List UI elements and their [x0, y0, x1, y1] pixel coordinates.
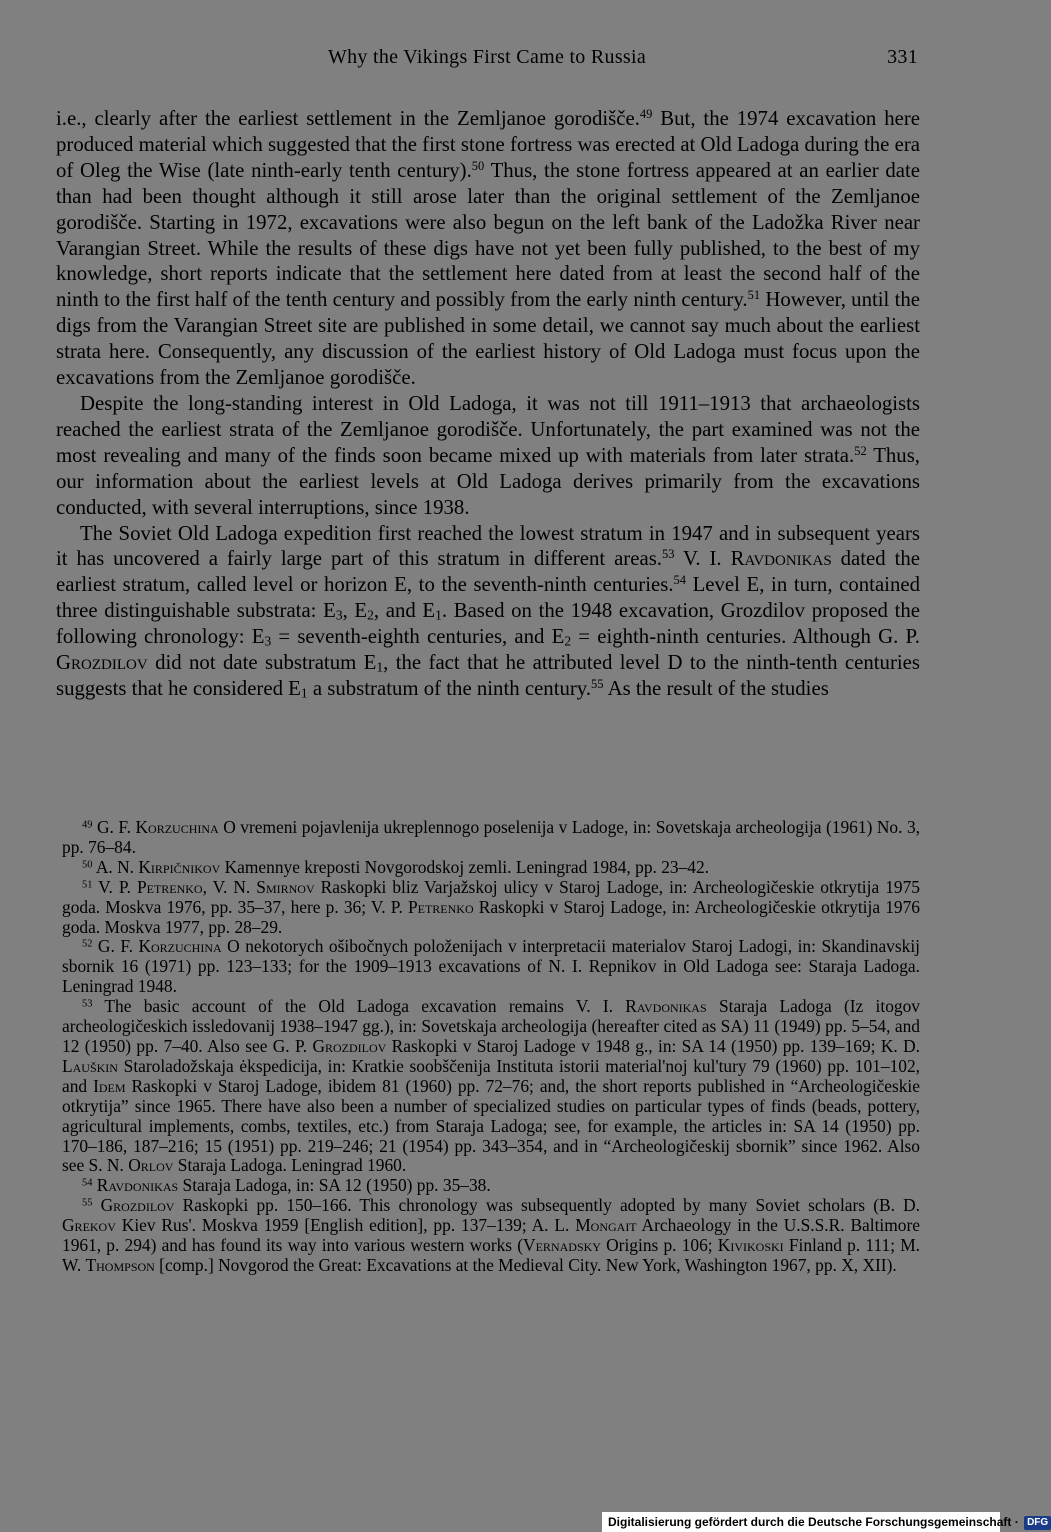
text-run: Kamennye kreposti Novgorodskoj zemli. Leningrad 1984, pp. 23–42.	[220, 856, 710, 877]
text-run: . Based on the 1948 excavation, Grozdilov proposed the following chronology: E	[56, 599, 920, 649]
text-run: O vremeni pojavlenija ukreplennogo poselenija v Ladoge, in: Sovetskaja archeologija (1961) No. 3, pp. 76–84.	[62, 817, 921, 857]
text-run: Raskopki pp. 150–166. This chronology was subsequently adopted by many Soviet scholars (B. D.	[174, 1195, 920, 1216]
author-name: Kirpičnikov	[138, 856, 221, 877]
text-run	[92, 1195, 100, 1215]
text-run: Raskopki v Staroj Ladoge v 1948 g., in: SA 14 (1950) pp. 139–169; K. D.	[386, 1035, 920, 1056]
paragraph	[56, 391, 920, 521]
author-name: Thompson	[85, 1254, 155, 1275]
text-run: Raskopki bliz Varjažskoj ulicy v Staroj Ladoge, in: Archeologičeskie otkrytija 1975 goda. Moskva 1976, pp. 35–37, here p. 36; V. P.	[62, 876, 920, 917]
page-number: 331	[887, 46, 918, 68]
footnote-ref: 54	[673, 573, 686, 588]
text-run: , the fact that he attributed level D to the ninth-tenth centuries suggests that he considered E	[56, 651, 920, 700]
text-run: i.e., clearly after the earliest settlement in the Zemljanoe gorodišče.	[56, 107, 640, 130]
text-run: O nekotorych ošibočnych položenijach v interpretacii materialov Staroj Ladogi, in: Skandinavskij sbornik 16 (1971) pp. 123–133; for the 1909–1913 excavations of N. I. Repnikov in Old Ladoga see: Staraja Ladoga. Leningrad 1948.	[62, 936, 920, 997]
footnote-51	[62, 878, 920, 938]
author-name: Mongait	[575, 1215, 637, 1236]
footnote-number: 55	[82, 1197, 93, 1209]
text-run: Thus, our information about the earliest levels at Old Ladoga derives primarily from the excavations conducted, with several interruptions, since 1938.	[56, 443, 920, 519]
footnote-number: 50	[82, 859, 93, 871]
text-run: Archaeology in the U.S.S.R. Baltimore 1961, p. 294) and has found its way into various western works (	[62, 1215, 920, 1256]
footnote-number: 49	[82, 819, 93, 831]
paragraph	[56, 521, 920, 702]
main-text	[56, 106, 920, 702]
footnote-53	[62, 997, 920, 1176]
text-run: Raskopki v Staroj Ladoge, in: Archeologičeskie otkrytija 1976 goda. Moskva 1977, pp. 28–29.	[62, 896, 920, 937]
text-run: V. P.	[92, 876, 137, 897]
author-name: Petrenko	[136, 876, 203, 897]
running-head	[56, 46, 918, 74]
digitization-credit	[602, 1512, 1049, 1532]
footnote-49	[62, 818, 920, 858]
footnotes	[62, 818, 920, 1276]
text-run: Staraja Ladoga. Leningrad 1960.	[173, 1155, 407, 1176]
dfg-logo: DFG	[1024, 1516, 1051, 1530]
author-name: Grozdilov	[312, 1035, 387, 1056]
text-run: did not date substratum E	[147, 651, 377, 675]
subscript: 1	[300, 685, 308, 701]
subscript: 3	[335, 607, 343, 623]
footnote-number: 51	[82, 878, 93, 890]
text-run: , and E	[373, 599, 436, 623]
footnote-ref: 52	[854, 443, 867, 458]
text-run: The basic account of the Old Ladoga excavation remains V. I.	[92, 996, 626, 1017]
text-run: Staraja Ladoga (Iz itogov archeologičeskich issledovanij 1938–1947 gg.), in: Sovetskaja archeologija (hereafter cited as SA) 11 (1949) pp. 5–54, and 12 (1950) pp. 7–40. Also see G. P.	[62, 996, 920, 1056]
text-run: Kiev Rus'. Moskva 1959 [English edition], pp. 137–139; A. L.	[115, 1215, 576, 1236]
footnote-52	[62, 937, 920, 997]
paragraph	[56, 106, 920, 391]
author-name: Ravdonikas	[96, 1175, 179, 1196]
running-title: Why the Vikings First Came to Russia	[327, 46, 647, 68]
subscript: 3	[264, 633, 272, 649]
text-run: Level E, in turn, contained three distinguishable substrata: E	[56, 573, 920, 623]
author-name: Lauškin	[62, 1055, 118, 1076]
footnote-ref: 51	[747, 288, 761, 303]
subscript: 1	[376, 659, 384, 675]
subscript: 2	[367, 607, 374, 623]
text-run: Raskopki v Staroj Ladoge, ibidem 81 (1960) pp. 72–76; and, the short reports published in “Archeologičeskie otkrytija” since 1965. There have also been a number of specialized studies on particular types of finds (beads, pottery, agricultural implements, combs, textiles, etc.) from Staraja Ladoga; see, for example, the articles in: SA 14 (1950) pp. 170–186, 187–216; 15 (1951) pp. 219–246; 21 (1954) pp. 343–354, and in “Archeologičeskij sbornik” since 1962. Also see S. N.	[62, 1075, 920, 1176]
author-name: Kivikoski	[717, 1235, 784, 1256]
text-run: dated the earliest stratum, called level or horizon E, to the seventh-ninth centuries.	[56, 547, 921, 597]
author-name: Vernadsky	[523, 1235, 601, 1256]
author-name: Idem	[93, 1075, 126, 1096]
text-run: [comp.] Novgorod the Great: Excavations at the Medieval City. New York, Washington 1967, pp. X, XII).	[154, 1254, 897, 1275]
author-name: Korzuchina	[135, 817, 219, 837]
text-run: G. F.	[92, 936, 139, 957]
text-run: A. N.	[92, 856, 139, 877]
footnote-ref: 55	[591, 677, 604, 692]
text-run: = seventh-eighth centuries, and E	[271, 625, 565, 649]
text-run: , E	[342, 599, 368, 623]
credit-text: Digitalisierung gefördert durch die Deutsche Forschungsgemeinschaft ·	[608, 1515, 1019, 1529]
footnote-number: 54	[82, 1177, 93, 1189]
footnote-ref: 53	[662, 547, 675, 562]
text-run: The Soviet Old Ladoga expedition first reached the lowest stratum in 1947 and in subsequent years it has uncovered a fairly large part of this stratum in different areas.	[56, 521, 920, 571]
footnote-ref: 50	[471, 158, 485, 173]
author-name: Korzuchina	[138, 936, 222, 957]
text-run: G. F.	[92, 817, 136, 837]
author-name: Grozdilov	[56, 651, 148, 675]
footnote-ref: 49	[639, 107, 653, 122]
text-run: Finland p. 111; M. W.	[62, 1235, 921, 1275]
author-name: Petrenko	[407, 896, 474, 917]
footnote-54	[62, 1176, 920, 1196]
text-run: = eighth-ninth centuries. Although G. P.	[571, 625, 920, 649]
author-name: Grekov	[62, 1215, 116, 1236]
text-run: As the result of the studies	[603, 676, 829, 700]
subscript: 2	[564, 633, 572, 649]
author-name: Grozdilov	[100, 1195, 175, 1216]
footnote-number: 53	[82, 998, 93, 1010]
text-run: Staraja Ladoga, in: SA 12 (1950) pp. 35–38.	[178, 1175, 491, 1196]
text-run: However, until the digs from the Varangian Street site are published in some detail, we cannot say much about the earliest strata here. Consequently, any discussion of the earliest history of Old Ladoga must focus upon the excavations from the Zemljanoe gorodišče.	[56, 288, 920, 390]
text-run: V. I.	[674, 547, 731, 571]
text-run: a substratum of the ninth century.	[307, 676, 592, 700]
text-run: Staroladožskaja ėkspedicija, in: Kratkie soobščenija Instituta istorii material'noj kul'tury 79 (1960) pp. 101–102, and	[62, 1055, 920, 1096]
author-name: Ravdonikas	[730, 547, 832, 571]
text-run: , V. N.	[202, 876, 257, 897]
text-run: Origins p. 106;	[600, 1235, 718, 1256]
footnote-50	[62, 858, 920, 878]
text-run: Thus, the stone fortress appeared at an earlier date than had been thought although it still arose later than the original settlement of the Zemljanoe gorodišče. Starting in 1972, excavations were also begun on the left bank of the Ladožka River near Varangian Street. While the results of these digs have not yet been fully published, to the best of my knowledge, short reports indicate that the settlement here dated from at least the second half of the ninth to the first half of the tenth century and possibly from the early ninth century.	[56, 158, 920, 312]
author-name: Orlov	[128, 1155, 174, 1176]
author-name: Smirnov	[256, 876, 315, 897]
text-run: Despite the long-standing interest in Old Ladoga, it was not till 1911–1913 that archaeologists reached the earliest strata of the Zemljanoe gorodišče. Unfortunately, the part examined was not the most revealing and many of the finds soon became mixed up with materials from later strata.	[56, 391, 920, 467]
footnote-55	[62, 1196, 920, 1276]
subscript: 1	[435, 607, 442, 623]
footnote-number: 52	[82, 938, 93, 950]
text-run: But, the 1974 excavation here produced material which suggested that the first stone fortress was erected at Old Ladoga during the era of Oleg the Wise (late ninth-early tenth century).	[56, 107, 921, 182]
author-name: Ravdonikas	[625, 996, 707, 1017]
